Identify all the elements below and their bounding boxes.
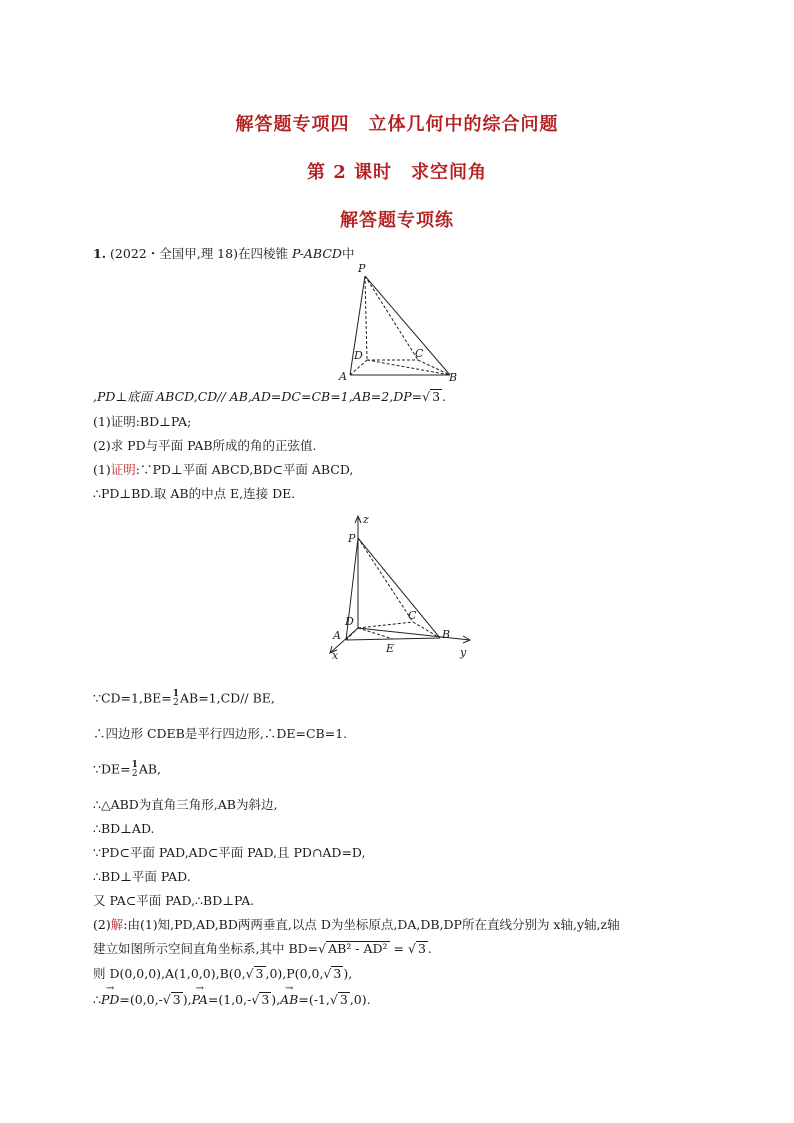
solution-line-8: ∵PD⊂平面 PAD,AD⊂平面 PAD,且 PD∩AD=D, [93,845,366,860]
question-2: (2)求 PD与平面 PAB所成的角的正弦值. [93,438,317,453]
solution-line-11: (2)解:由(1)知,PD,AD,BD两两垂直,以点 D为坐标原点,DA,DB,DP所在直线分别为 x轴,y轴,z轴 [93,917,620,932]
label-y: y [460,646,467,659]
main-title: 解答题专项四 立体几何中的综合问题 [235,114,559,135]
vector-ab: → AB [280,992,298,1008]
label-x: x [332,649,339,660]
problem-statement [93,246,354,262]
problem-tail: 中 [341,246,355,261]
solution-line-2: ∴PD⊥BD.取 AB的中点 E,连接 DE. [93,486,296,501]
solution-line-10: 又 PA⊂平面 PAD,∴BD⊥PA. [93,893,255,908]
solution-line-3: ∵CD=1,BE= 1 2 AB=1,CD// BE, [93,689,275,708]
solution-line-7: ∴BD⊥AD. [93,821,155,836]
edge-pb [358,538,440,638]
section-title: 解答题专项练 [340,210,454,231]
label-z: z [363,513,369,526]
solution-line-12: 建立如图所示空间直角坐标系,其中 BD=√ AB² - AD² = √ 3 . [93,941,432,956]
label-b: B [449,371,458,384]
solve-keyword: 解 [110,917,124,932]
problem-number: 1. [93,246,107,261]
pyramid-name: P-ABCD [291,246,342,261]
problem-conditions: ,PD⊥底面 ABCD,CD// AB,AD=DC=CB=1,AB=2,DP=√ 3 . [93,389,447,404]
solution-line-6: ∴△ABD为直角三角形,AB为斜边, [93,797,278,812]
figure-pyramid [330,260,470,385]
label-p: P [358,262,366,275]
vector-pd: → PD [101,992,119,1008]
label-p: P [348,532,356,545]
fraction-half: 1 2 [131,760,138,779]
solution-line-1: (1)证明:∵PD⊥平面 ABCD,BD⊂平面 ABCD, [93,462,354,477]
solution-line-9: ∴BD⊥平面 PAD. [93,869,191,884]
lesson-title: 第 2 课时 求空间角 [306,162,488,183]
solution-line-13: 则 D(0,0,0),A(1,0,0),B(0,√ 3 ,0),P(0,0,√ 3 ), [93,966,353,981]
label-a: A [339,370,347,383]
label-c: C [415,347,424,360]
label-b: B [442,628,451,641]
figure-coordinate-system [320,510,480,660]
edge-db [367,360,450,375]
solution-line-5: ∵DE= 1 2 AB, [93,760,162,779]
label-e: E [386,642,395,655]
edge-cb [418,360,450,375]
solution-line-14: ∴→ PD=(0,0,-√ 3 ),→ PA=(1,0,-√ 3 ),→ AB=(-1,√ 3 ,0). [93,992,371,1008]
label-d: D [354,349,363,362]
proof-keyword: 证明 [110,462,136,477]
dp-root: 3 [432,389,441,404]
edge-pc [365,276,418,360]
solution-line-4: ∴四边形 CDEB是平行四边形,∴DE=CB=1. [93,726,348,741]
edge-ad [350,360,367,375]
vector-pa: → PA [192,992,208,1008]
edge-dc [358,622,413,628]
edge-pd [365,276,367,360]
bd-root: AB² - AD² [328,941,388,956]
problem-source: (2022・全国甲,理 18)在四棱锥 [110,246,292,261]
fraction-half: 1 2 [172,689,179,708]
label-c: C [408,609,417,622]
question-1: (1)证明:BD⊥PA; [93,414,192,429]
edge-pc [358,538,413,622]
label-a: A [333,629,341,642]
label-d: D [345,615,354,628]
